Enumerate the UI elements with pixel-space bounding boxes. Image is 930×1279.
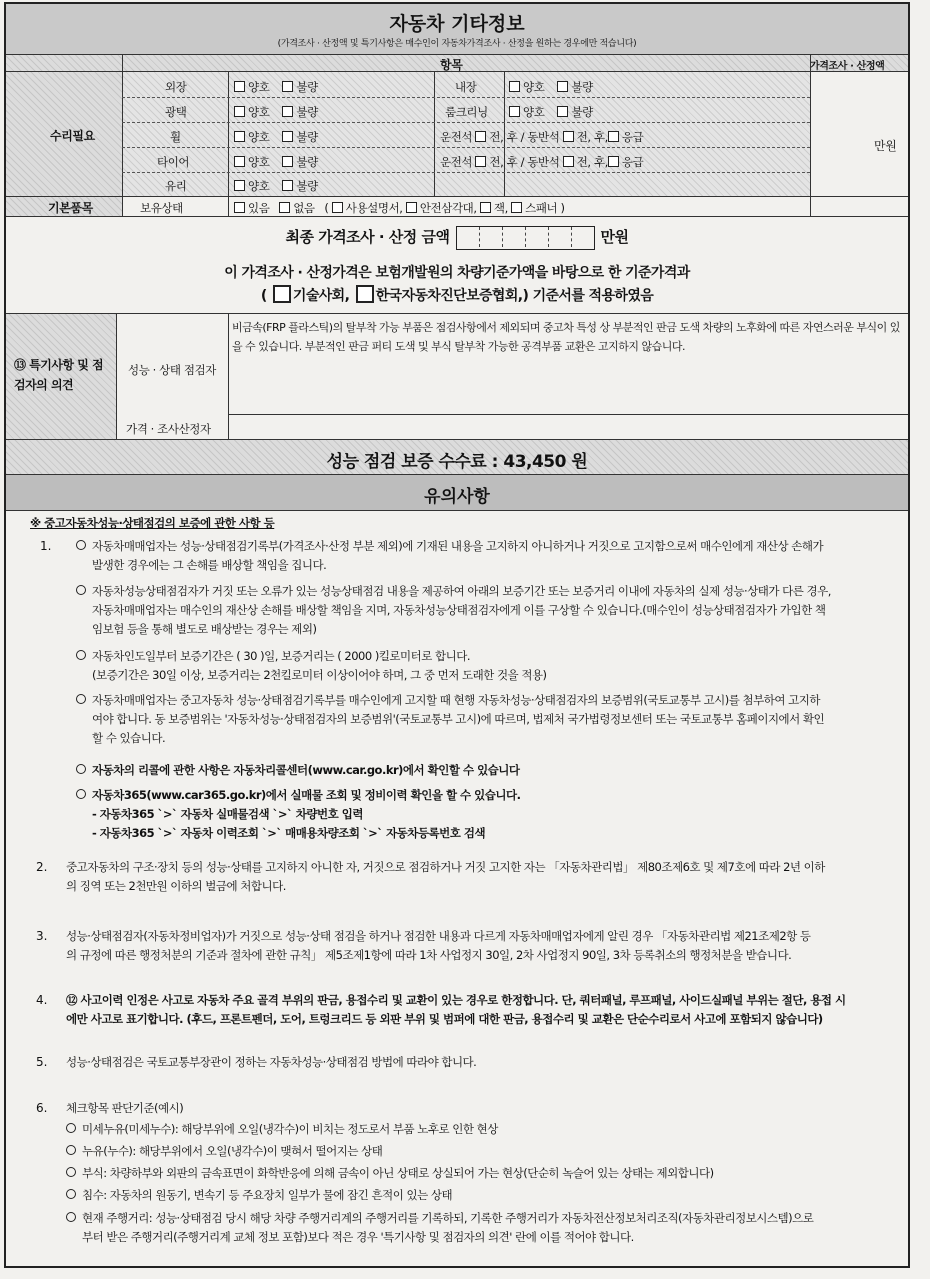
glass-good-checkbox[interactable] (234, 180, 245, 191)
glass-options: 양호 불량 (234, 178, 318, 194)
bullet-circle-icon (76, 650, 86, 660)
form-title: 자동차 기타정보 (389, 13, 525, 35)
wheel-options: 양호 불량 (234, 129, 318, 145)
standard-tech-society-checkbox[interactable] (273, 285, 291, 303)
notes-header: ※ 중고자동차성능·상태점검의 보증에 관한 사항 등 (30, 516, 275, 530)
price-examiner-label: 가격 · 조사산정자 (126, 422, 211, 436)
row-label-room-cleaning: 룸크리닝 (445, 105, 488, 119)
note1-bullet5: 자동차의 리콜에 관한 사항은 자동차리콜센터(www.car.go.kr)에서 확인할 수 있습니다 (76, 761, 906, 780)
bullet-circle-icon (66, 1167, 76, 1177)
final-note-line2: ( 기술사회, 한국자동차진단보증협회,) 기준서를 적용하였음 (6, 285, 908, 305)
final-price-digit-boxes[interactable] (456, 226, 595, 250)
basic-none-checkbox[interactable] (279, 202, 290, 213)
final-note-line1: 이 가격조사 · 산정가격은 보험개발원의 차량기준가액을 바탕으로 한 기준가격과 (224, 265, 690, 281)
note-number: 6. (36, 1101, 48, 1115)
final-price-row (6, 226, 908, 250)
bullet-circle-icon (66, 1212, 76, 1222)
final-price-label: 최종 가격조사 · 산정 금액 (285, 228, 450, 246)
tire-position-options: 운전석 전, 후 / 동반석 전, 후, 응급 (440, 155, 644, 169)
basic-items-options: 있음 없음 ( 사용설명서, 안전삼각대, 잭, 스패너 ) (234, 200, 565, 216)
note6-bullet1: 미세누유(미세누수): 해당부위에 오일(냉각수)이 비치는 정도로서 부품 노후로 인한 현상 (66, 1120, 911, 1139)
wheel-bad-checkbox[interactable] (282, 131, 293, 142)
exterior-good-checkbox[interactable] (234, 81, 245, 92)
row-label-exterior: 외장 (165, 80, 187, 94)
wheel-emergency-checkbox[interactable] (608, 131, 619, 142)
inspector-opinion-text: 비금속(FRP 플라스틱)의 탈부착 가능 부품은 점검사항에서 제외되며 중고차 특성 상 부분적인 판금 도색 차량의 노후화에 따른 자연스러운 부식이 있을 수 있습니다. 부분적인 판금 퍼티 도색 및 부식 탈부착 가능한 공격부품 교환은 고지하지 않습니다. (232, 321, 900, 353)
bullet-circle-icon (76, 694, 86, 704)
row-label-glass: 유리 (165, 179, 187, 193)
triangle-checkbox[interactable] (406, 202, 417, 213)
tire-passenger-checkbox[interactable] (563, 156, 574, 167)
glass-bad-checkbox[interactable] (282, 180, 293, 191)
interior-good-checkbox[interactable] (509, 81, 520, 92)
interior-bad-checkbox[interactable] (557, 81, 568, 92)
note-number: 3. (36, 929, 48, 943)
bullet-circle-icon (76, 789, 86, 799)
wheel-position-options: 운전석 전, 후 / 동반석 전, 후, 응급 (440, 130, 644, 144)
wheel-good-checkbox[interactable] (234, 131, 245, 142)
row-label-tire: 타이어 (157, 155, 190, 169)
bullet-circle-icon (76, 585, 86, 595)
row-label-interior: 내장 (455, 80, 477, 94)
bullet-circle-icon (76, 764, 86, 774)
tire-emergency-checkbox[interactable] (608, 156, 619, 167)
bullet-circle-icon (66, 1123, 76, 1133)
repair-section-label: 수리필요 (50, 129, 95, 143)
row-label-polish: 광택 (165, 105, 187, 119)
note1-bullet6: 자동차365(www.car365.go.kr)에서 실매물 조회 및 정비이력 확인을 할 수 있습니다. - 자동차365 `>` 자동차 실매물검색 `>` 차량번호 입력 - 자동차365 `>` 자동차 이력조회 `>` 매매용차량조회 `>` 자동차등록번호 검색 (76, 786, 906, 843)
bullet-circle-icon (66, 1189, 76, 1199)
polish-good-checkbox[interactable] (234, 106, 245, 117)
exterior-bad-checkbox[interactable] (282, 81, 293, 92)
room-cleaning-good-checkbox[interactable] (509, 106, 520, 117)
jack-checkbox[interactable] (480, 202, 491, 213)
col-item-header: 항목 (440, 58, 463, 72)
note6-bullet5: 현재 주행거리: 성능·상태점검 당시 해당 차량 주행거리계의 주행거리를 기록하되, 기록한 주행거리가 자동차전산정보처리조직(자동차관리정보시스템)으로 부터 받은 주행거리(주행거리계 교체 정보 포함)보다 적은 경우 '특기사항 및 점검자의 의견' 란에 이를 적어야 합니다. (66, 1209, 911, 1247)
exterior-options: 양호 불량 (234, 79, 318, 95)
note6-title: 체크항목 판단기준(예시) (66, 1101, 184, 1115)
wheel-driver-checkbox[interactable] (475, 131, 486, 142)
note6-bullet4: 침수: 자동차의 원동기, 변속기 등 주요장치 일부가 물에 잠긴 흔적이 있는 상태 (66, 1186, 911, 1205)
note1-bullet1: 자동차매매업자는 성능·상태점검기록부(가격조사·산정 부분 제외)에 기재된 내용을 고지하지 아니하거나 거짓으로 고지함으로써 매수인에게 재산상 손해가 발생한 경우에는 그 손해를 배상할 책임을 집니다. (76, 537, 906, 575)
inspector-label: 성능 · 상태 점검자 (128, 363, 216, 377)
basic-has-checkbox[interactable] (234, 202, 245, 213)
price-unit: 만원 (874, 139, 897, 153)
tire-good-checkbox[interactable] (234, 156, 245, 167)
note-number: 1. (40, 539, 52, 553)
bullet-circle-icon (66, 1145, 76, 1155)
polish-options: 양호 불량 (234, 104, 318, 120)
tire-driver-checkbox[interactable] (475, 156, 486, 167)
remarks-section-label: ⑬ 특기사항 및 점검자의 의견 (14, 358, 104, 392)
note1-bullet2: 자동차성능상태점검자가 거짓 또는 오류가 있는 성능상태점검 내용을 제공하여 아래의 보증기간 또는 보증거리 이내에 자동차의 실제 성능·상태가 다른 경우, 자동차매매업자는 매수인의 재산상 손해를 배상할 책임을 지며, 자동차성능상태점검자에게 이를 구상할 수 있습니다.(매수인이 성능상태점검자가 가입한 책 임보험 등을 통해 별도로 배상받는 경우는 제외) (76, 582, 906, 639)
note4-text: ⑫ 사고이력 인정은 사고로 자동차 주요 골격 부위의 판금, 용접수리 및 교환이 있는 경우로 한정합니다. 단, 쿼터패널, 루프패널, 사이드실패널 부위는 절단, 용접 시 에만 사고로 표기합니다. (후드, 프론트펜더, 도어, 트렁크리드 등 외판 부위 및 범퍼에 대한 판금, 용접수리 및 교환은 단순수리로서 사고에 포함되지 않습니다) (66, 993, 846, 1026)
wheel-passenger-checkbox[interactable] (563, 131, 574, 142)
note-number: 4. (36, 993, 48, 1007)
tire-bad-checkbox[interactable] (282, 156, 293, 167)
bullet-circle-icon (76, 540, 86, 550)
row-label-wheel: 휠 (170, 130, 181, 144)
note6-bullet2: 누유(누수): 해당부위에서 오일(냉각수)이 맺혀서 떨어지는 상태 (66, 1142, 911, 1161)
basic-status-label: 보유상태 (140, 201, 183, 215)
room-cleaning-bad-checkbox[interactable] (557, 106, 568, 117)
interior-options: 양호 불량 (509, 79, 593, 95)
final-price-unit: 만원 (600, 228, 629, 246)
room-cleaning-options: 양호 불량 (509, 104, 593, 120)
note3-text: 성능·상태점검자(자동차정비업자)가 거짓으로 성능·상태 점검을 하거나 점검한 내용과 다르게 자동차매매업자에게 알린 경우 「자동차관리법 제21조제2항 등 의 규정에 따른 행정처분의 기준과 절차에 관한 규칙」 제5조제1항에 따라 1차 사업정지 30일, 2차 사업정지 90일, 3차 등록취소의 행정처분을 받습니다. (66, 929, 811, 962)
tire-options: 양호 불량 (234, 154, 318, 170)
note5-text: 성능·상태점검은 국토교통부장관이 정하는 자동차성능·상태점검 방법에 따라야 합니다. (66, 1055, 477, 1069)
note1-bullet3: 자동차인도일부터 보증기간은 ( 30 )일, 보증거리는 ( 2000 )킬로미터로 합니다. (보증기간은 30일 이상, 보증거리는 2천킬로미터 이상이어야 하며, 그 중 먼저 도래한 것을 적용) (76, 647, 906, 685)
note2-text: 중고자동차의 구조·장치 등의 성능·상태를 고지하지 아니한 자, 거짓으로 점검하거나 거짓 고지한 자는 「자동차관리법」 제80조제6호 및 제7호에 따라 2년 이하 의 징역 또는 2천만원 이하의 벌금에 처합니다. (66, 860, 825, 893)
basic-section-label: 기본품목 (48, 201, 93, 215)
manual-checkbox[interactable] (332, 202, 343, 213)
note-number: 2. (36, 860, 48, 874)
note-number: 5. (36, 1055, 48, 1069)
standard-kadwa-checkbox[interactable] (356, 285, 374, 303)
note6-bullet3: 부식: 차량하부와 외판의 금속표면이 화학반응에 의해 금속이 아닌 상태로 상실되어 가는 현상(단순히 녹슬어 있는 상태는 제외합니다) (66, 1164, 911, 1183)
polish-bad-checkbox[interactable] (282, 106, 293, 117)
notes-title: 유의사항 (424, 487, 490, 507)
note1-bullet4: 자동차매매업자는 중고자동차 성능·상태점검기록부를 매수인에게 고지할 때 현행 자동차성능·상태점검자의 보증범위(국토교통부 고시)를 첨부하여 고지하 여야 합니다. 동 보증범위는 '자동차성능·상태점검자의 보증범위'(국토교통부 고시)에 따르며, 법제처 국가법령정보센터 또는 국토교통부 홈페이지에서 확인 할 수 있습니다. (76, 691, 906, 748)
col-price-header: 가격조사 · 산정액 (810, 61, 885, 72)
form-subtitle: (가격조사 · 산정액 및 특기사항은 매수인이 자동차가격조사 · 산정을 원하는 경우에만 적습니다) (277, 39, 637, 49)
inspection-fee: 성능 점검 보증 수수료 : 43,450 원 (326, 452, 588, 472)
spanner-checkbox[interactable] (511, 202, 522, 213)
